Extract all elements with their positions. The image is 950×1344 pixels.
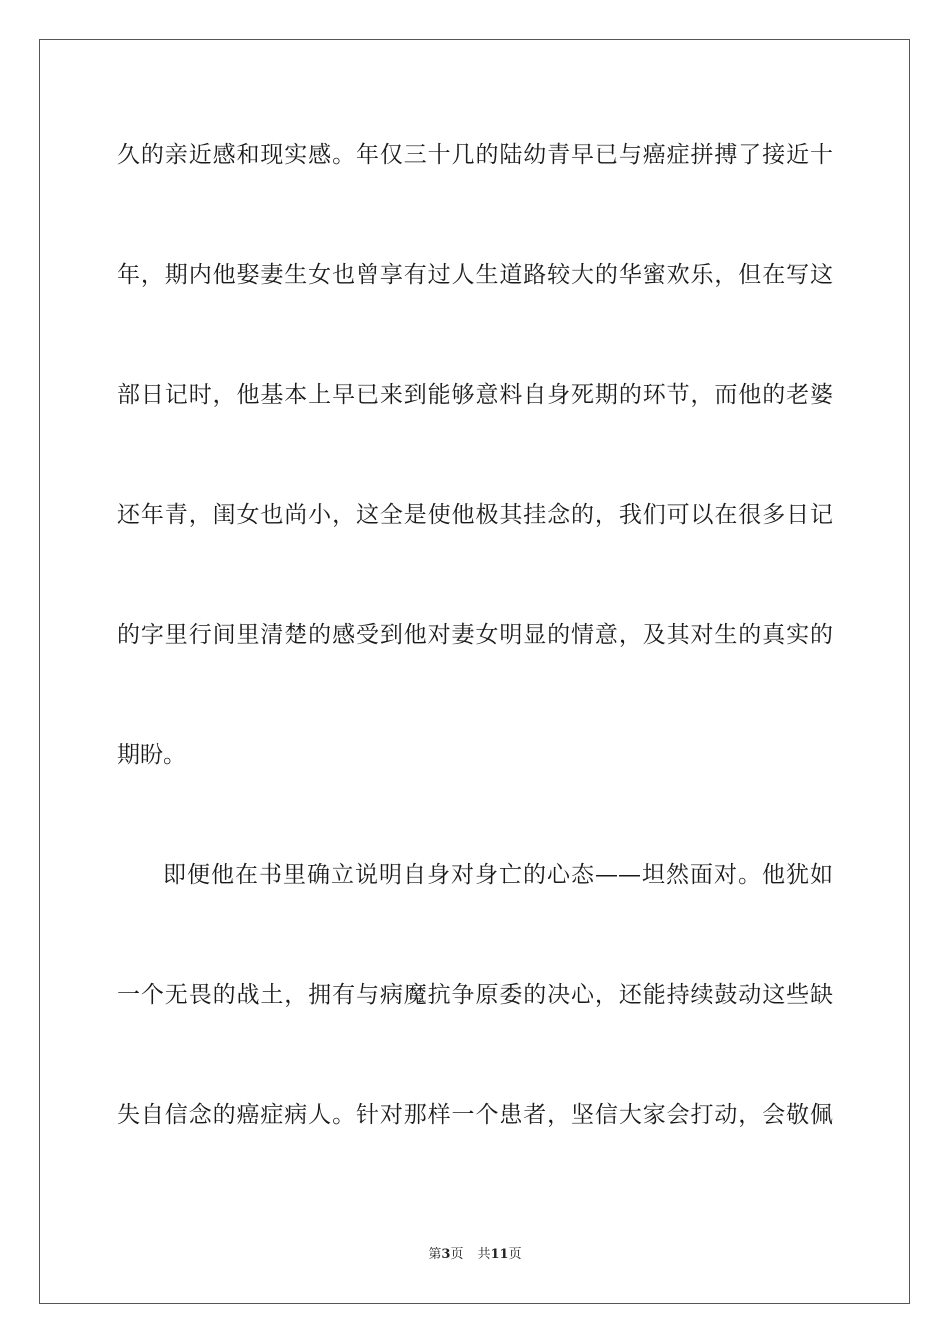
total-prefix: 共 (477, 1247, 491, 1262)
page-prefix: 第 (428, 1247, 442, 1262)
body-text-line: 久的亲近感和现实感。年仅三十几的陆幼青早已与癌症拼搏了接近十 (117, 142, 833, 168)
body-text-line: 部日记时，他基本上早已来到能够意料自身死期的环节，而他的老婆 (117, 382, 833, 408)
body-text-line: 的字里行间里清楚的感受到他对妻女明显的情意，及其对生的真实的 (117, 622, 833, 648)
body-text-line: 失自信念的癌症病人。针对那样一个患者，坚信大家会打动，会敬佩 (117, 1102, 833, 1128)
body-text-line: 年，期内他娶妻生女也曾享有过人生道路较大的华蜜欢乐，但在写这 (117, 262, 833, 288)
body-text-line: 期盼。 (117, 742, 186, 768)
page-number: 3 (441, 1247, 451, 1262)
body-text-line: 即便他在书里确立说明自身对身亡的心态——坦然面对。他犹如 (163, 862, 833, 888)
body-text-line: 一个无畏的战土，拥有与病魔抗争原委的决心，还能持续鼓动这些缺 (117, 982, 833, 1008)
page-suffix: 页 (450, 1247, 464, 1262)
page-footer (0, 1246, 950, 1264)
body-text-line: 还年青，闺女也尚小，这全是使他极其挂念的，我们可以在很多日记 (117, 502, 833, 528)
total-suffix: 页 (508, 1247, 522, 1262)
total-pages: 11 (490, 1247, 509, 1262)
